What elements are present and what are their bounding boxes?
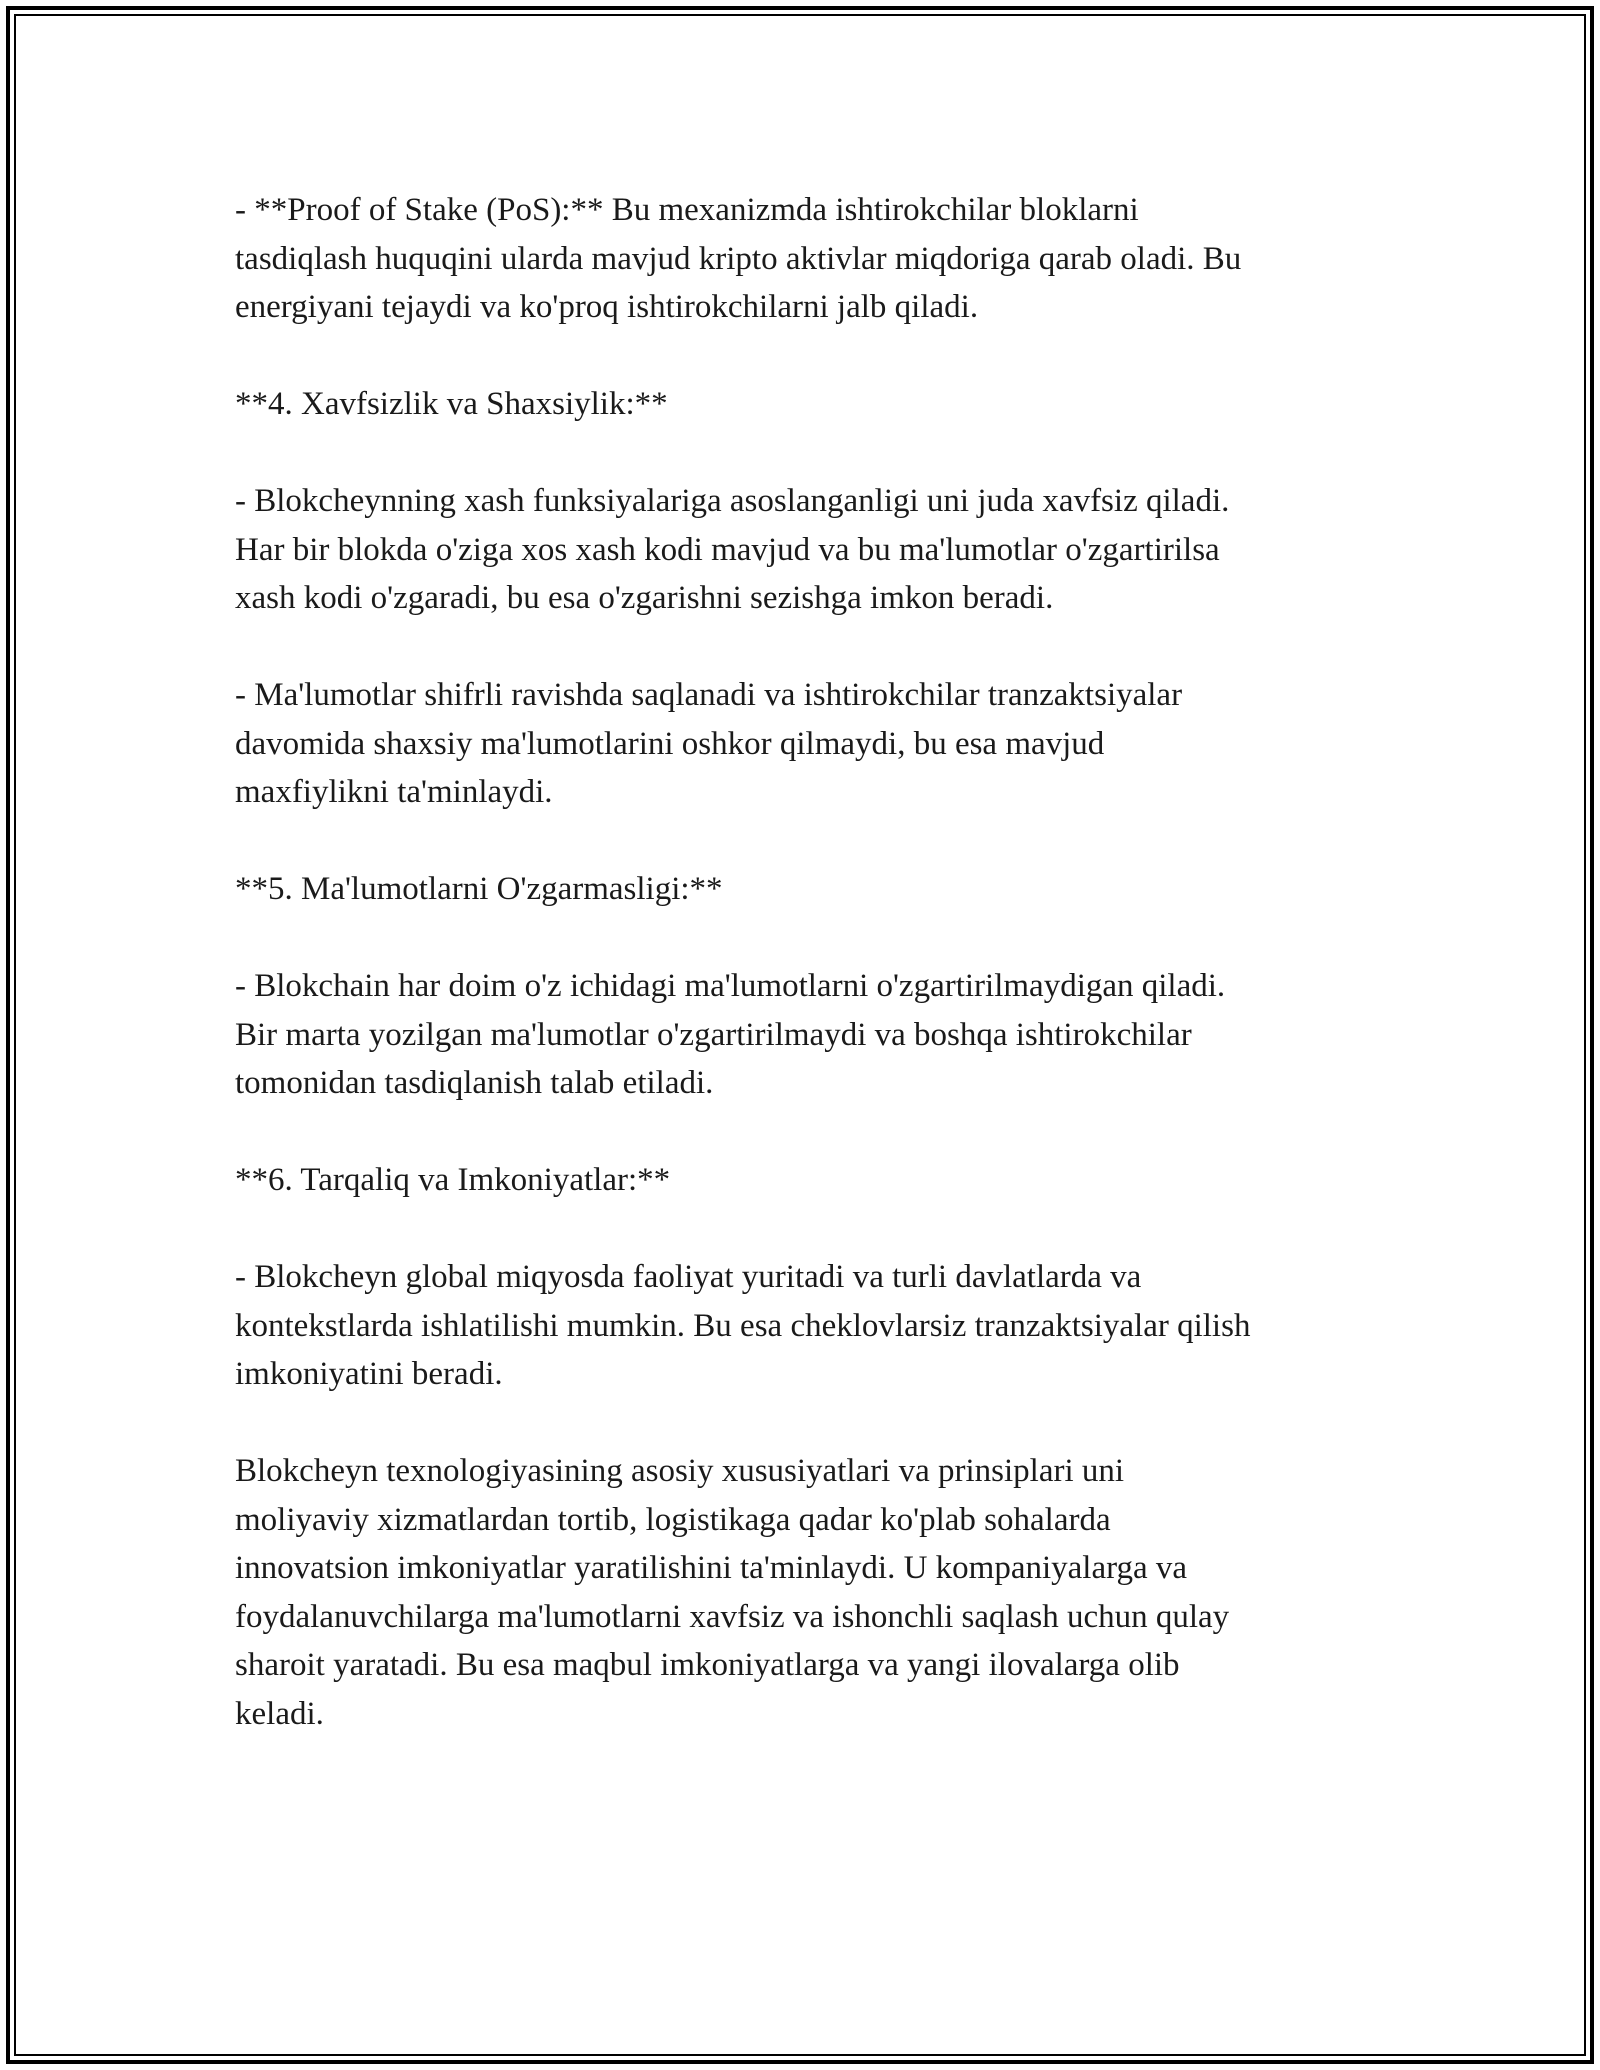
heading-distribution: **6. Tarqaliq va Imkoniyatlar:**	[235, 1162, 671, 1198]
paragraph-hash-bullet: - Blokcheynning xash funksiyalariga asoslanganligi uni juda xavfsiz qiladi. Har bir blokda o'ziga xos xash kodi mavjud va bu ma'lumotlar o'zgartirilsa xash kodi o'zgaradi, bu esa o'zgarishni sezishga imkon beradi.	[235, 483, 1230, 616]
paragraph-conclusion: Blokcheyn texnologiyasining asosiy xususiyatlari va prinsiplari uni moliyaviy xizmatlardan tortib, logistikaga qadar ko'plab sohalarda innovatsion imkoniyatlar yaratilishini ta'minlaydi. U kompaniyalarga va foydalanuvchilarga ma'lumotlarni xavfsiz va ishonchli saqlash uchun qulay sharoit yaratadi. Bu esa maqbul imkoniyatlarga va yangi ilovalarga olib keladi.	[235, 1453, 1230, 1732]
paragraph-immutability-bullet: - Blokchain har doim o'z ichidagi ma'lumotlarni o'zgartirilmaydigan qiladi. Bir marta yozilgan ma'lumotlar o'zgartirilmaydi va boshqa ishtirokchilar tomonidan tasdiqlanish talab etiladi.	[235, 968, 1226, 1101]
heading-immutability: **5. Ma'lumotlarni O'zgarmasligi:**	[235, 871, 723, 907]
paragraph-distribution-bullet: - Blokcheyn global miqyosda faoliyat yuritadi va turli davlatlarda va kontekstlarda ishlatilishi mumkin. Bu esa cheklovlarsiz tranzaktsiyalar qilish imkoniyatini beradi.	[235, 1259, 1251, 1392]
paragraph-encryption-bullet: - Ma'lumotlar shifrli ravishda saqlanadi va ishtirokchilar tranzaktsiyalar davomida shaxsiy ma'lumotlarini oshkor qilmaydi, bu esa mavjud maxfiylikni ta'minlaydi.	[235, 677, 1183, 810]
document-body	[235, 186, 1385, 1738]
heading-security-privacy: **4. Xavfsizlik va Shaxsiylik:**	[235, 386, 668, 422]
paragraph-pos-bullet: - **Proof of Stake (PoS):** Bu mexanizmda ishtirokchilar bloklarni tasdiqlash huquqini ularda mavjud kripto aktivlar miqdoriga qarab oladi. Bu energiyani tejaydi va ko'proq ishtirokchilarni jalb qiladi.	[235, 192, 1242, 325]
